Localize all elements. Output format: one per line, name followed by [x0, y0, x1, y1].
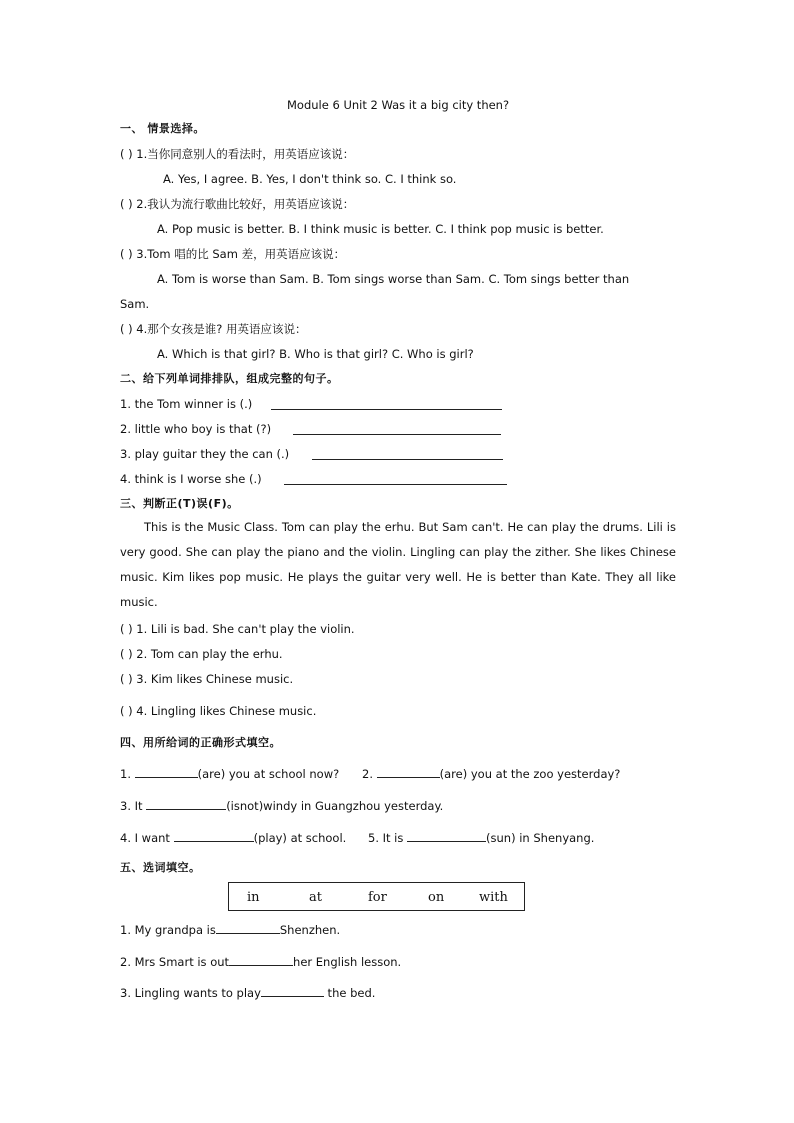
answer-line-1[interactable]: [271, 409, 502, 410]
section2-item-4: 4. think is I worse she (.): [120, 472, 262, 486]
q4-suffix: (play) at school.: [253, 831, 347, 845]
section3-item-4: ( ) 4. Lingling likes Chinese music.: [120, 704, 317, 718]
section1-q4-options: A. Which is that girl? B. Who is that girl? C. Who is girl?: [157, 347, 474, 361]
word-bank-box: [228, 882, 525, 911]
section3-item-3: ( ) 3. Kim likes Chinese music.: [120, 672, 294, 686]
q5-prefix: 5. It is: [368, 831, 408, 845]
q4-prefix: 4. I want: [120, 831, 174, 845]
section5-question-2: [120, 954, 401, 969]
section1-q4-stem: ( ) 4.那个女孩是谁? 用英语应该说：: [120, 322, 307, 336]
s5-q1-prefix: 1. My grandpa is: [120, 923, 216, 937]
section5-heading: 五、选词填空。: [120, 861, 201, 874]
section3-heading: 三、判断正(T)误(F)。: [120, 497, 239, 510]
word-bank-item-on: on: [428, 890, 445, 905]
page-title: Module 6 Unit 2 Was it a big city then?: [287, 98, 510, 112]
word-bank-item-for: for: [368, 890, 387, 905]
section1-q1-options: A. Yes, I agree. B. Yes, I don't think so. C. I think so.: [163, 172, 457, 186]
q2-suffix: (are) you at the zoo yesterday?: [439, 767, 621, 781]
section1-q1-stem: ( ) 1.当你同意别人的看法时，用英语应该说：: [120, 147, 355, 161]
section4-question-5: [368, 830, 594, 845]
section4-question-1: [120, 766, 339, 781]
word-bank-item-at: at: [309, 890, 322, 905]
q2-prefix: 2.: [362, 767, 377, 781]
s5-q2-suffix: her English lesson.: [293, 955, 402, 969]
answer-line-4[interactable]: [284, 484, 507, 485]
answer-line-3[interactable]: [312, 459, 503, 460]
section4-question-2: [362, 766, 620, 781]
section4-question-3: [120, 798, 443, 813]
s5-fill-blank-2[interactable]: [229, 954, 293, 966]
section2-item-1: 1. the Tom winner is (.): [120, 397, 253, 411]
section5-question-3: [120, 985, 375, 1000]
q1-suffix: (are) you at school now?: [197, 767, 340, 781]
fill-blank-1[interactable]: [135, 766, 198, 778]
section1-q3-stem: ( ) 3.Tom 唱的比 Sam 差，用英语应该说：: [120, 247, 346, 261]
section1-q3-options-cont: Sam.: [120, 297, 150, 311]
answer-line-2[interactable]: [293, 434, 501, 435]
section2-item-2: 2. little who boy is that (?): [120, 422, 272, 436]
q3-prefix: 3. It: [120, 799, 147, 813]
section1-q2-options: A. Pop music is better. B. I think music is better. C. I think pop music is better.: [157, 222, 604, 236]
section5-question-1: [120, 922, 340, 937]
s5-fill-blank-1[interactable]: [216, 922, 280, 934]
q5-suffix: (sun) in Shenyang.: [486, 831, 595, 845]
reading-passage: This is the Music Class. Tom can play the erhu. But Sam can't. He can play the drums. Lili is very good. She can play the piano and the violin. Lingling can play the zither. She likes Chinese music. Kim likes pop music. He plays the guitar very well. He is better than Kate. They all like music.: [120, 520, 676, 609]
section3-item-1: ( ) 1. Lili is bad. She can't play the violin.: [120, 622, 355, 636]
section2-item-3: 3. play guitar they the can (.): [120, 447, 290, 461]
q3-suffix: (isnot)windy in Guangzhou yesterday.: [226, 799, 444, 813]
section2-heading: 二、给下列单词排排队，组成完整的句子。: [120, 372, 339, 385]
s5-q3-prefix: 3. Lingling wants to play: [120, 986, 261, 1000]
fill-blank-3[interactable]: [146, 798, 226, 810]
q1-prefix: 1.: [120, 767, 135, 781]
s5-fill-blank-3[interactable]: [261, 985, 324, 997]
word-bank-item-in: in: [247, 890, 260, 905]
fill-blank-4[interactable]: [174, 830, 254, 842]
fill-blank-5[interactable]: [407, 830, 486, 842]
section4-heading: 四、用所给词的正确形式填空。: [120, 736, 281, 749]
section3-item-2: ( ) 2. Tom can play the erhu.: [120, 647, 283, 661]
section1-q2-stem: ( ) 2.我认为流行歌曲比较好，用英语应该说：: [120, 197, 355, 211]
s5-q3-suffix: the bed.: [323, 986, 376, 1000]
section4-question-4: [120, 830, 346, 845]
s5-q2-prefix: 2. Mrs Smart is out: [120, 955, 230, 969]
fill-blank-2[interactable]: [377, 766, 440, 778]
s5-q1-suffix: Shenzhen.: [279, 923, 341, 937]
section1-q3-options: A. Tom is worse than Sam. B. Tom sings worse than Sam. C. Tom sings better than: [157, 272, 630, 286]
word-bank-item-with: with: [479, 890, 508, 905]
section1-heading: 一、 情景选择。: [120, 122, 205, 135]
